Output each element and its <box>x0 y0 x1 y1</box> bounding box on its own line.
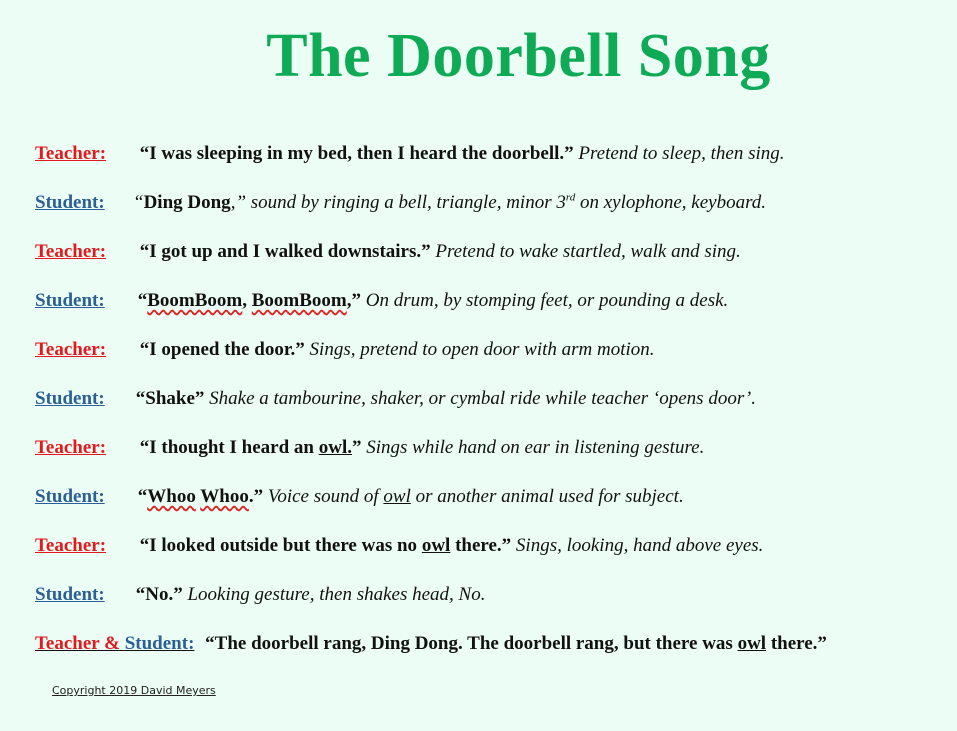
instruction: Sings while hand on ear in listening gesture. <box>366 437 705 458</box>
instruction-part: or another animal used for subject. <box>410 486 684 507</box>
line-both <box>35 631 937 657</box>
line-teacher-1 <box>35 141 937 167</box>
instruction <box>268 486 684 507</box>
teacher-label: Teacher: <box>35 143 107 164</box>
instruction-underlined: owl <box>383 486 411 507</box>
lyric-underlined: owl <box>737 633 767 654</box>
lyric: “Shake” <box>135 388 205 409</box>
superscript: rd <box>565 191 576 204</box>
teacher-label: Teacher: <box>35 535 107 556</box>
lyric: “No.” <box>135 584 183 605</box>
line-student-1 <box>35 190 937 216</box>
quote-open: “ <box>137 486 148 507</box>
quote-open: “ <box>133 192 144 213</box>
lyric: “I got up and I walked downstairs.” <box>139 241 431 262</box>
lyric-part: “I looked outside but there was no <box>139 535 422 556</box>
instruction: Pretend to wake startled, walk and sing. <box>435 241 741 262</box>
page-title: The Doorbell Song <box>266 22 771 90</box>
lyric-part: there.” <box>450 535 512 556</box>
lyric <box>205 633 827 654</box>
lyric-word: Whoo <box>200 486 249 507</box>
instruction: Sings, looking, hand above eyes. <box>515 535 764 556</box>
quote-close: ,” <box>230 192 247 213</box>
quote-close: .” <box>248 486 264 507</box>
lyric-underlined: owl <box>421 535 451 556</box>
student-label: Student: <box>35 486 105 507</box>
teacher-student-label <box>35 631 194 657</box>
teacher-label: Teacher: <box>35 241 107 262</box>
instruction: On drum, by stomping feet, or pounding a desk. <box>365 290 729 311</box>
lyric <box>140 535 511 556</box>
instruction-part: sound by ringing a bell, triangle, minor 3 <box>250 192 566 213</box>
instruction <box>251 192 766 213</box>
lyric-separator: , <box>242 290 252 311</box>
line-teacher-5 <box>35 533 937 559</box>
student-label: Student: <box>35 192 105 213</box>
lyric <box>138 486 263 507</box>
lyric <box>138 290 361 311</box>
lyric-part: “I thought I heard an <box>139 437 319 458</box>
quote-close: ,” <box>346 290 361 311</box>
teacher-label: Teacher: <box>35 437 107 458</box>
teacher-label: Teacher & <box>35 633 120 654</box>
line-student-2 <box>35 288 937 314</box>
instruction-part: Voice sound of <box>267 486 384 507</box>
instruction: Pretend to sleep, then sing. <box>578 143 785 164</box>
lyric-underlined: owl. <box>318 437 352 458</box>
lyric: Ding Dong <box>143 192 231 213</box>
teacher-label: Teacher: <box>35 339 107 360</box>
quote-close: ” <box>351 437 362 458</box>
lyric-part: “The doorbell rang, Ding Dong. The doorbell rang, but there was <box>205 633 738 654</box>
instruction: Shake a tambourine, shaker, or cymbal ride while teacher ‘opens door’. <box>209 388 756 409</box>
instruction: Looking gesture, then shakes head, No. <box>187 584 486 605</box>
student-label: Student: <box>35 584 105 605</box>
line-student-3 <box>35 386 937 412</box>
lyric-word: BoomBoom <box>147 290 243 311</box>
lyric-part: there.” <box>766 633 827 654</box>
line-teacher-3 <box>35 337 937 363</box>
lyric: “I opened the door.” <box>139 339 305 360</box>
line-student-4 <box>35 484 937 510</box>
quote-open: “ <box>137 290 148 311</box>
student-label: Student: <box>124 633 195 654</box>
line-student-5 <box>35 582 937 608</box>
lyric-word: Whoo <box>147 486 196 507</box>
line-teacher-4 <box>35 435 937 461</box>
line-teacher-2 <box>35 239 937 265</box>
lyric: “I was sleeping in my bed, then I heard the doorbell.” <box>139 143 574 164</box>
copyright-notice: Copyright 2019 David Meyers <box>52 684 216 697</box>
instruction-part: on xylophone, keyboard. <box>579 192 767 213</box>
student-label: Student: <box>35 388 105 409</box>
lyric <box>140 437 362 458</box>
lyric-word: BoomBoom <box>251 290 347 311</box>
instruction: Sings, pretend to open door with arm motion. <box>309 339 655 360</box>
student-label: Student: <box>35 290 105 311</box>
